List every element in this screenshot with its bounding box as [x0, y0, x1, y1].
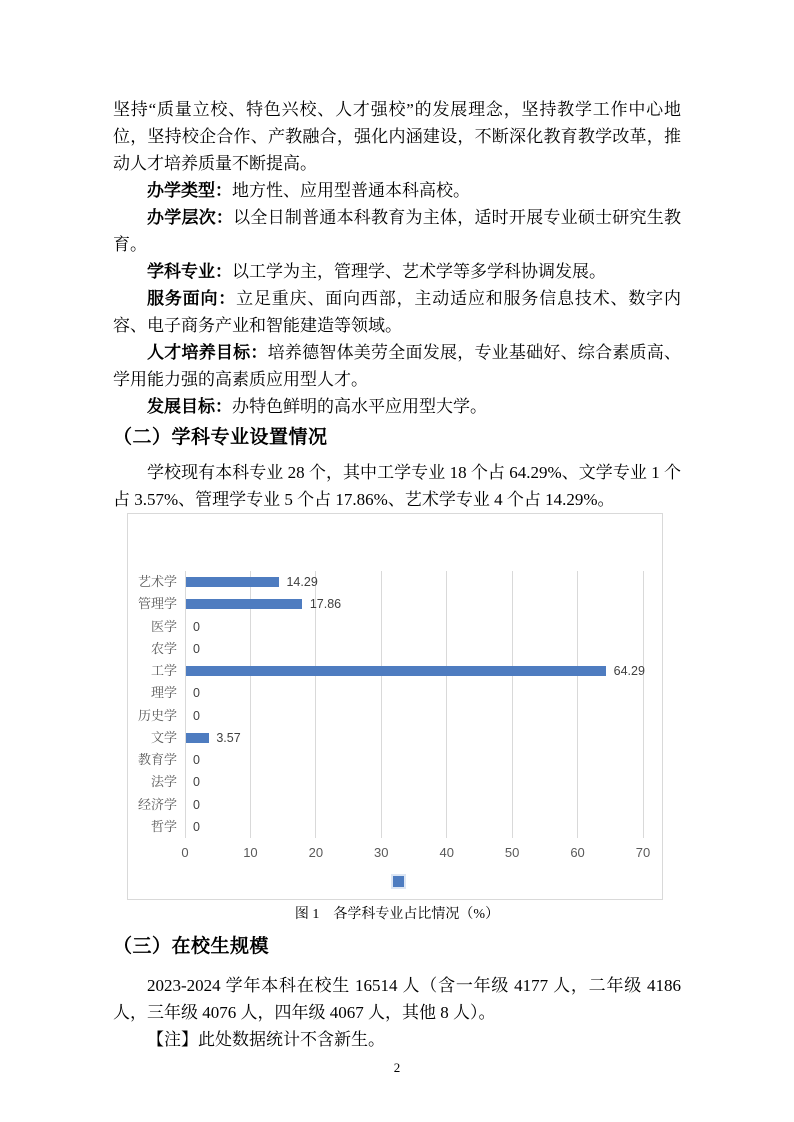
- chart-category-label: 文学: [150, 729, 177, 745]
- chart-category-label: 教育学: [137, 752, 177, 767]
- chart-category-label: 理学: [150, 685, 177, 701]
- item-text: 办特色鲜明的高水平应用型大学。: [232, 397, 487, 416]
- chart-value-label: 17.86: [309, 597, 342, 612]
- item-label: 办学层次：: [147, 208, 234, 227]
- chart-gridline: [446, 571, 447, 838]
- item-label: 发展目标：: [147, 397, 232, 416]
- chart-category-label: 艺术学: [137, 574, 177, 589]
- item-service-orientation: [113, 285, 681, 339]
- chart-x-tick-label: 0: [181, 845, 189, 860]
- chart-category-label: 管理学: [137, 596, 177, 612]
- chart-value-label: 0: [193, 819, 200, 834]
- item-school-level: [113, 204, 681, 258]
- item-text: 以工学为主，管理学、艺术学等多学科协调发展。: [232, 262, 606, 281]
- section3-body: 2023-2024 学年本科在校生 16514 人（含一年级 4177 人，二年级 4186 人，三年级 4076 人，四年级 4067 人，其他 8 人）。: [113, 976, 681, 1022]
- chart-x-tick-label: 70: [635, 845, 651, 860]
- chart-bar: [186, 599, 303, 609]
- chart-x-tick-label: 30: [374, 845, 389, 860]
- chart-x-tick-label: 40: [439, 845, 454, 860]
- item-text: 立足重庆、面向西部，主动适应和服务信息技术、数字内容、电子商务产业和智能建造等领域。: [113, 289, 682, 335]
- item-talent-goal: [113, 339, 681, 393]
- chart-gridline: [577, 571, 578, 838]
- chart-gridline: [185, 571, 186, 838]
- section2-body: 学校现有本科专业 28 个，其中工学专业 18 个占 64.29%、文学专业 1 个占 3.57%、管理学专业 5 个占 17.86%、艺术学专业 4 个占 14.29%。: [113, 463, 681, 509]
- chart-x-tick-label: 50: [504, 845, 520, 860]
- chart-x-tick-label: 10: [243, 845, 258, 860]
- chart-category-label: 法学: [150, 774, 177, 790]
- item-disciplines: [113, 258, 681, 285]
- chart-value-label: 0: [193, 708, 200, 723]
- chart-category-label: 历史学: [137, 707, 177, 723]
- page-number: 2: [393, 1060, 401, 1075]
- chart-gridline: [512, 571, 513, 838]
- item-label: 办学类型：: [147, 181, 232, 200]
- chart-category-label: 哲学: [150, 818, 177, 834]
- item-text: 培养德智体美劳全面发展，专业基础好、综合素质高、学用能力强的高素质应用型人才。: [113, 343, 682, 389]
- chart-bar: [186, 733, 209, 743]
- item-label: 学科专业：: [147, 262, 232, 281]
- chart-x-tick-label: 20: [308, 845, 324, 860]
- chart-value-label: 3.57: [216, 730, 241, 745]
- note-paragraph: 【注】此处数据统计不含新生。: [147, 1030, 385, 1049]
- chart-bar: [186, 666, 607, 676]
- figure-caption: 图 1 各学科专业占比情况（%）: [294, 907, 500, 922]
- chart-category-label: 工学: [150, 663, 177, 678]
- page-content: [113, 96, 681, 1077]
- chart-x-tick-label: 60: [570, 845, 585, 860]
- chart-value-label: 0: [193, 641, 200, 656]
- chart-bar: [186, 577, 279, 587]
- chart-value-label: 0: [193, 619, 200, 634]
- item-label: 服务面向：: [147, 289, 237, 308]
- item-school-type: [113, 177, 681, 204]
- chart-value-label: 14.29: [286, 575, 318, 589]
- chart-gridline: [250, 571, 251, 838]
- chart-category-label: 经济学: [137, 796, 177, 812]
- section2-heading: （二）学科专业设置情况: [113, 427, 328, 448]
- chart-value-label: 0: [193, 797, 200, 812]
- chart-value-label: 0: [193, 775, 200, 790]
- discipline-bar-chart: [127, 513, 663, 900]
- chart-value-label: 0: [193, 753, 200, 767]
- item-text: 地方性、应用型普通本科高校。: [232, 181, 470, 200]
- chart-category-label: 医学: [150, 618, 177, 634]
- intro-paragraph: 坚持“质量立校、特色兴校、人才强校”的发展理念，坚持教学工作中心地位，坚持校企合作、产教融合，强化内涵建设，不断深化教育教学改革，推动人才培养质量不断提高。: [113, 100, 681, 173]
- section3-heading: （三）在校生规模: [113, 936, 270, 957]
- chart-legend-marker: [393, 876, 404, 887]
- item-development-goal: [113, 393, 681, 420]
- item-label: 人才培养目标：: [147, 343, 268, 362]
- item-text: 以全日制普通本科教育为主体，适时开展专业硕士研究生教育。: [113, 208, 682, 254]
- chart-gridline: [381, 571, 382, 838]
- chart-value-label: 0: [193, 686, 200, 701]
- chart-value-label: 64.29: [613, 664, 645, 678]
- chart-category-label: 农学: [150, 640, 177, 656]
- chart-gridline: [643, 571, 644, 838]
